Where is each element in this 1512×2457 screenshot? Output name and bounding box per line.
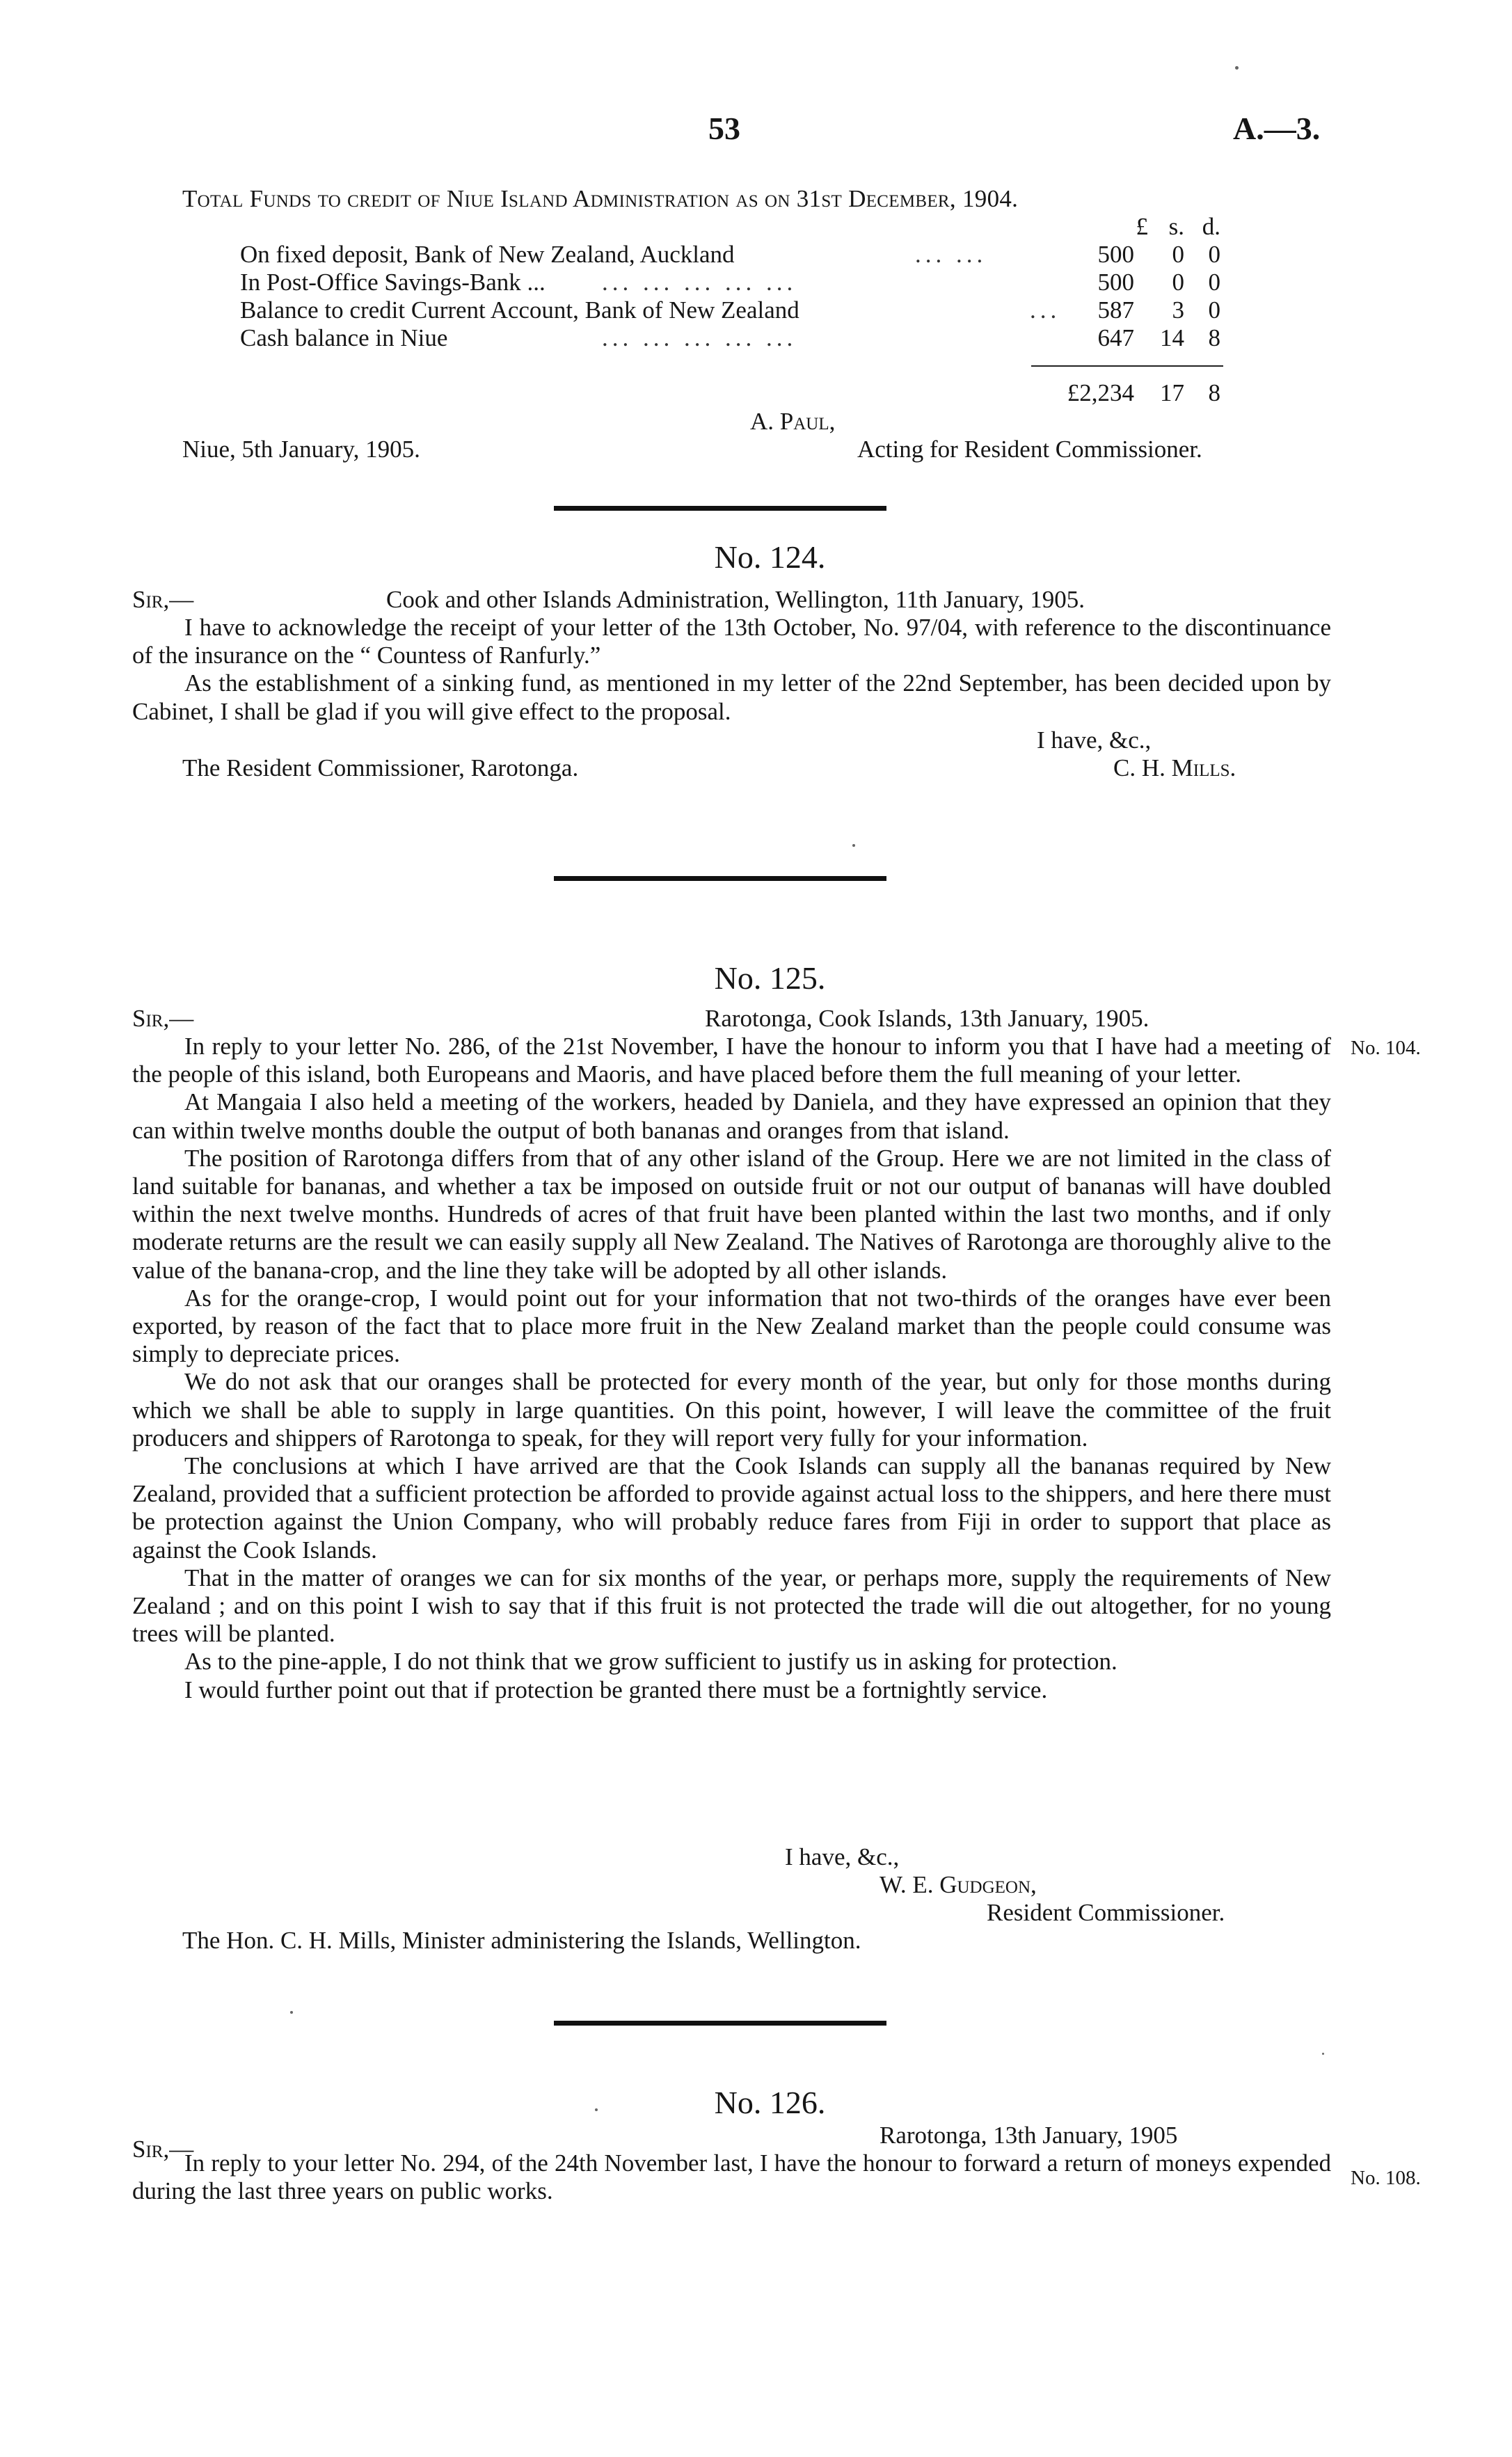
letter-125-closing: I have, &c.,	[785, 1843, 900, 1870]
page-number: 53	[708, 111, 740, 146]
leader-dots: ... ... ... ... ...	[602, 324, 797, 351]
funds-row-label: Cash balance in Niue	[240, 324, 448, 351]
leader-dots: ... ...	[915, 241, 987, 268]
letter-124-signatory: C. H. Mills.	[1113, 754, 1236, 781]
funds-row-shillings: 0	[1172, 241, 1184, 268]
letter-125-number: No. 125.	[714, 960, 826, 996]
funds-row-pence: 0	[1208, 296, 1220, 324]
funds-row-pounds: 500	[1097, 241, 1134, 268]
letter-125-paragraph: I would further point out that if protection be granted there must be a fortnightly service.	[184, 1676, 1048, 1703]
scan-speck	[852, 844, 855, 847]
letter-125-paragraph: As for the orange-crop, I would point out for your information that not two-thirds of the oranges have ever been exported, by reason of the fact that to place more fruit in the New Zealand market than the people could consume was simply to depreciate prices.	[132, 1284, 1331, 1368]
letter-125-addressee: The Hon. C. H. Mills, Minister administering the Islands, Wellington.	[182, 1927, 861, 1954]
funds-row-pence: 8	[1208, 324, 1220, 351]
letter-124-body	[132, 614, 1331, 726]
funds-row-shillings: 3	[1172, 296, 1184, 324]
letter-125-paragraph: We do not ask that our oranges shall be protected for every month of the year, but only for those months during which we shall be able to supply in large quantities. On this point, however, I will leave the committee of the fruit producers and shippers of Rarotonga to speak, for they will report very fully for your information.	[132, 1368, 1331, 1452]
letter-126-body	[132, 2149, 1331, 2205]
funds-signatory-title: Acting for Resident Commissioner.	[857, 436, 1202, 463]
scan-speck	[1235, 66, 1239, 70]
total-pounds: £2,234	[1067, 379, 1134, 406]
funds-row-pence: 0	[1208, 269, 1220, 296]
total-shillings: 17	[1160, 379, 1184, 406]
pence-column-header: d.	[1202, 213, 1220, 240]
letter-124-closing: I have, &c.,	[1037, 726, 1152, 754]
letter-126-dateline: Rarotonga, 13th January, 1905	[880, 2122, 1178, 2149]
letter-125-margin-reference: No. 104.	[1351, 1037, 1421, 1059]
section-divider	[554, 876, 886, 881]
shillings-column-header: s.	[1168, 213, 1184, 240]
section-divider	[554, 506, 886, 511]
letter-125-signatory: W. E. Gudgeon,	[880, 1871, 1037, 1898]
total-rule	[1031, 365, 1223, 367]
letter-126-paragraph: In reply to your letter No. 294, of the 24th November last, I have the honour to forward a return of moneys expended during the last three years on public works.	[132, 2149, 1331, 2205]
letter-126-salutation: Sir,—	[132, 2136, 194, 2163]
funds-row-label: Balance to credit Current Account, Bank of New Zealand	[240, 296, 799, 324]
letter-125-paragraph: At Mangaia I also held a meeting of the workers, headed by Daniela, and they have expressed an opinion that they can within twelve months double the output of both bananas and oranges from that island.	[132, 1088, 1331, 1144]
letter-125-dateline: Rarotonga, Cook Islands, 13th January, 1905.	[705, 1005, 1149, 1032]
leader-dots: ... ... ... ... ...	[602, 269, 797, 296]
scan-speck	[1322, 2053, 1324, 2055]
letter-126-number: No. 126.	[714, 2085, 826, 2120]
letter-125-paragraph: The conclusions at which I have arrived are that the Cook Islands can supply all the bananas required by New Zealand, provided that a sufficient protection be afforded to provide against actual loss to the shippers, and here there must be protection against the Union Company, who will probably reduce fares from Fiji in order to support that place as against the Cook Islands.	[132, 1452, 1331, 1564]
document-reference: A.—3.	[1233, 111, 1321, 146]
letter-124-paragraph: As the establishment of a sinking fund, as mentioned in my letter of the 22nd September, has been decided upon by Cabinet, I shall be glad if you will give effect to the proposal.	[132, 669, 1331, 725]
letter-124-paragraph: I have to acknowledge the receipt of your letter of the 13th October, No. 97/04, with reference to the discontinuance of the insurance on the “ Countess of Ranfurly.”	[132, 614, 1331, 669]
letter-126-margin-reference: No. 108.	[1351, 2167, 1421, 2189]
funds-row-pounds: 647	[1097, 324, 1134, 351]
funds-place-date: Niue, 5th January, 1905.	[182, 436, 420, 463]
funds-row-pounds: 587	[1097, 296, 1134, 324]
letter-124-addressee: The Resident Commissioner, Rarotonga.	[182, 754, 579, 781]
letter-125-paragraph: That in the matter of oranges we can for six months of the year, or perhaps more, supply the requirements of New Zealand ; and on this point I wish to say that if this fruit is not protected the trade will die out altogether, for no young trees will be planted.	[132, 1564, 1331, 1648]
letter-124-salutation: Sir,—	[132, 586, 194, 613]
letter-125-salutation: Sir,—	[132, 1005, 194, 1032]
letter-125-body	[132, 1033, 1331, 1704]
funds-row-shillings: 0	[1172, 269, 1184, 296]
letter-125-paragraph: In reply to your letter No. 286, of the 21st November, I have the honour to inform you that I have had a meeting of the people of this island, both Europeans and Maoris, and have placed before them the full meaning of your letter.	[132, 1033, 1331, 1088]
funds-row-shillings: 14	[1160, 324, 1184, 351]
funds-row-pounds: 500	[1097, 269, 1134, 296]
pounds-column-header: £	[1136, 213, 1148, 240]
scan-speck	[290, 2011, 293, 2014]
letter-125-paragraph: As to the pine-apple, I do not think that we grow sufficient to justify us in asking for protection.	[184, 1648, 1117, 1676]
scan-speck	[595, 2108, 598, 2111]
funds-signatory: A. Paul,	[750, 408, 836, 435]
funds-title: Total Funds to credit of Niue Island Administration as on 31st December, 1904.	[182, 185, 1019, 212]
letter-124-number: No. 124.	[714, 539, 826, 575]
section-divider	[554, 2021, 886, 2026]
funds-row-pence: 0	[1208, 241, 1220, 268]
funds-row-label: In Post-Office Savings-Bank ...	[240, 269, 546, 296]
letter-125-paragraph: The position of Rarotonga differs from that of any other island of the Group. Here we are not limited in the class of land suitable for bananas, and whether a tax be imposed on outside fruit or not our output of bananas will have doubled within the next twelve months. Hundreds of acres of that fruit have been planted within the last two months, and if only moderate returns are the result we can easily supply all New Zealand. The Natives of Rarotonga are thoroughly alive to the value of the banana-crop, and the line they take will be adopted by all other islands.	[132, 1144, 1331, 1284]
letter-124-dateline: Cook and other Islands Administration, Wellington, 11th January, 1905.	[386, 586, 1085, 613]
leader-dots: ...	[1030, 296, 1061, 324]
funds-row-label: On fixed deposit, Bank of New Zealand, Auckland	[240, 241, 735, 268]
total-pence: 8	[1208, 379, 1220, 406]
letter-125-signatory-title: Resident Commissioner.	[987, 1899, 1225, 1926]
